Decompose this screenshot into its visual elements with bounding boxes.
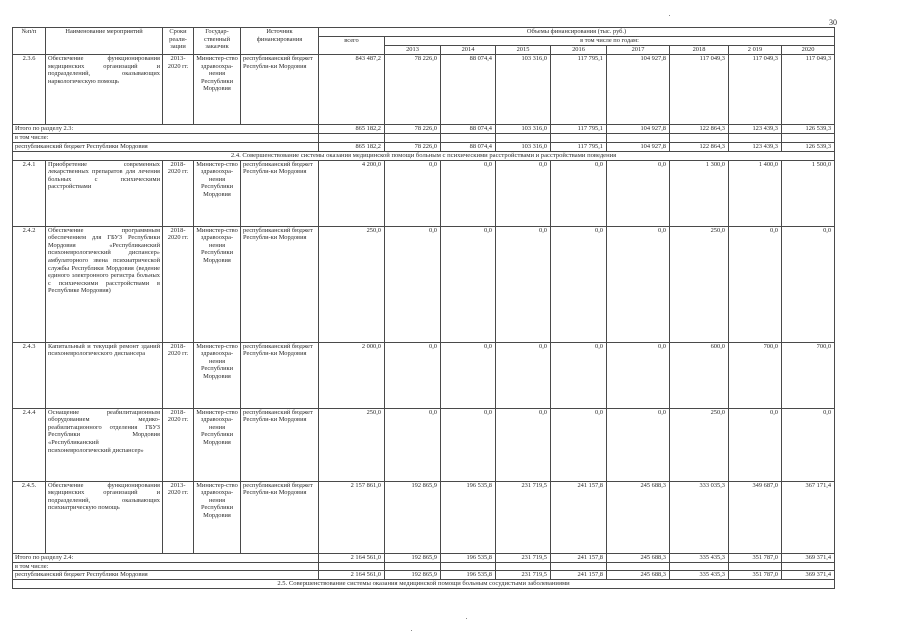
section-heading: 2.5. Совершенствование системы оказания медицинской помощи больным сосудистыми заболеваниями xyxy=(13,580,835,589)
empty-cell xyxy=(319,562,385,571)
empty-cell xyxy=(782,134,835,143)
row-total: 2 157 861,0 xyxy=(319,481,385,553)
header-year: 2013 xyxy=(385,46,441,55)
row-year-value: 0,0 xyxy=(441,160,496,226)
total-year-value: 369 371,4 xyxy=(782,571,835,580)
header-year: 2014 xyxy=(441,46,496,55)
row-year-value: 0,0 xyxy=(441,342,496,408)
row-name: Оснащение реабилитационным оборудованием медико-реабилитационного отделения ГБУЗ Республики Мордовия «Республиканский психоневрологический диспансер» xyxy=(46,408,163,481)
row-source: республиканский бюджет Республи-ки Мордовия xyxy=(241,226,319,342)
row-year-value: 700,0 xyxy=(729,342,782,408)
row-period: 2018-2020 гг. xyxy=(163,342,194,408)
total-row xyxy=(13,142,835,151)
row-year-value: 0,0 xyxy=(441,408,496,481)
scan-speck xyxy=(411,630,412,631)
row-year-value: 0,0 xyxy=(496,342,551,408)
total-sum: 2 164 561,0 xyxy=(319,571,385,580)
row-customer: Министер-ство здравоохра-нения Республики Мордовия xyxy=(194,342,241,408)
row-year-value: 0,0 xyxy=(496,226,551,342)
row-year-value: 1 500,0 xyxy=(782,160,835,226)
total-label: республиканский бюджет Республики Мордовия xyxy=(13,571,319,580)
total-year-value: 122 864,3 xyxy=(670,142,729,151)
row-year-value: 0,0 xyxy=(551,226,607,342)
row-year-value: 231 719,5 xyxy=(496,481,551,553)
table-row xyxy=(13,226,835,342)
header-name: Наименование мероприятий xyxy=(46,28,163,55)
row-year-value: 0,0 xyxy=(607,342,670,408)
row-total: 4 200,0 xyxy=(319,160,385,226)
total-year-value: 88 074,4 xyxy=(441,125,496,134)
empty-cell xyxy=(385,134,441,143)
row-year-value: 0,0 xyxy=(607,226,670,342)
row-name: Обеспечение функционирования медицинских организаций и подразделений, оказывающих психиатрическую помощь xyxy=(46,481,163,553)
total-year-value: 126 539,3 xyxy=(782,142,835,151)
row-year-value: 0,0 xyxy=(551,408,607,481)
total-year-value: 369 371,4 xyxy=(782,553,835,562)
total-year-value: 231 719,5 xyxy=(496,571,551,580)
total-year-value: 123 439,3 xyxy=(729,125,782,134)
total-row xyxy=(13,571,835,580)
subtotal-caption-row xyxy=(13,134,835,143)
row-period: 2018-2020 гг. xyxy=(163,160,194,226)
row-number: 2.4.4 xyxy=(13,408,46,481)
table-row xyxy=(13,160,835,226)
row-customer: Министер-ство здравоохра-нения Республики Мордовия xyxy=(194,481,241,553)
total-label: Итого по разделу 2.3: xyxy=(13,125,319,134)
empty-cell xyxy=(670,134,729,143)
row-year-value: 103 316,0 xyxy=(496,55,551,125)
header-year: 2017 xyxy=(607,46,670,55)
row-period: 2018-2020 гг. xyxy=(163,408,194,481)
row-year-value: 0,0 xyxy=(385,342,441,408)
header-year: 2015 xyxy=(496,46,551,55)
row-name: Приобретение современных лекарственных препаратов для лечения больных с психическими расстройствами xyxy=(46,160,163,226)
row-year-value: 250,0 xyxy=(670,408,729,481)
row-year-value: 117 795,1 xyxy=(551,55,607,125)
page-number: 30 xyxy=(829,18,837,27)
row-year-value: 0,0 xyxy=(385,160,441,226)
empty-cell xyxy=(496,562,551,571)
row-year-value: 0,0 xyxy=(496,160,551,226)
row-year-value: 117 049,3 xyxy=(670,55,729,125)
total-year-value: 78 226,0 xyxy=(385,142,441,151)
total-year-value: 351 787,0 xyxy=(729,571,782,580)
total-year-value: 122 864,3 xyxy=(670,125,729,134)
empty-cell xyxy=(551,134,607,143)
row-year-value: 0,0 xyxy=(729,226,782,342)
row-year-value: 1 400,0 xyxy=(729,160,782,226)
empty-cell xyxy=(319,134,385,143)
row-year-value: 88 074,4 xyxy=(441,55,496,125)
empty-cell xyxy=(385,562,441,571)
row-year-value: 192 865,9 xyxy=(385,481,441,553)
header-volumes: Объемы финансирования (тыс. руб.) xyxy=(319,28,835,37)
section-heading-row xyxy=(13,151,835,160)
header-by-years: в том числе по годам: xyxy=(385,37,835,46)
section-heading-row xyxy=(13,580,835,589)
row-year-value: 196 535,8 xyxy=(441,481,496,553)
total-year-value: 196 535,8 xyxy=(441,553,496,562)
header-total: всего xyxy=(319,37,385,55)
row-period: 2018-2020 гг. xyxy=(163,226,194,342)
header-year: 2018 xyxy=(670,46,729,55)
table-row xyxy=(13,481,835,553)
total-year-value: 103 316,0 xyxy=(496,125,551,134)
row-name: Капитальный и текущий ремонт зданий психоневрологического диспансера xyxy=(46,342,163,408)
subtotal-caption: в том числе: xyxy=(13,562,319,571)
row-year-value: 1 300,0 xyxy=(670,160,729,226)
row-year-value: 0,0 xyxy=(782,408,835,481)
empty-cell xyxy=(729,134,782,143)
scan-speck xyxy=(466,618,467,619)
total-year-value: 192 865,9 xyxy=(385,553,441,562)
total-year-value: 196 535,8 xyxy=(441,571,496,580)
row-year-value: 0,0 xyxy=(385,226,441,342)
row-source: республиканский бюджет Республи-ки Мордовия xyxy=(241,342,319,408)
row-year-value: 0,0 xyxy=(729,408,782,481)
row-source: республиканский бюджет Республи-ки Мордовия xyxy=(241,160,319,226)
row-year-value: 0,0 xyxy=(607,160,670,226)
empty-cell xyxy=(441,562,496,571)
total-year-value: 117 795,1 xyxy=(551,142,607,151)
row-year-value: 117 049,3 xyxy=(729,55,782,125)
empty-cell xyxy=(670,562,729,571)
empty-cell xyxy=(496,134,551,143)
row-year-value: 0,0 xyxy=(607,408,670,481)
table-row xyxy=(13,408,835,481)
total-sum: 865 182,2 xyxy=(319,142,385,151)
row-year-value: 250,0 xyxy=(670,226,729,342)
total-year-value: 335 435,3 xyxy=(670,571,729,580)
total-year-value: 103 316,0 xyxy=(496,142,551,151)
row-number: 2.4.5. xyxy=(13,481,46,553)
empty-cell xyxy=(551,562,607,571)
row-total: 250,0 xyxy=(319,226,385,342)
total-year-value: 123 439,3 xyxy=(729,142,782,151)
row-year-value: 600,0 xyxy=(670,342,729,408)
total-sum: 2 164 561,0 xyxy=(319,553,385,562)
row-customer: Министер-ство здравоохра-нения Республики Мордовия xyxy=(194,55,241,125)
table-row xyxy=(13,342,835,408)
total-row xyxy=(13,125,835,134)
header-customer: Государ-ственный заказчик xyxy=(194,28,241,55)
header-year: 2020 xyxy=(782,46,835,55)
row-year-value: 0,0 xyxy=(441,226,496,342)
row-year-value: 117 049,3 xyxy=(782,55,835,125)
total-sum: 865 182,2 xyxy=(319,125,385,134)
total-year-value: 104 927,8 xyxy=(607,125,670,134)
row-number: 2.4.2 xyxy=(13,226,46,342)
row-year-value: 700,0 xyxy=(782,342,835,408)
total-year-value: 88 074,4 xyxy=(441,142,496,151)
header-source: Источник финансирования xyxy=(241,28,319,55)
row-year-value: 78 226,0 xyxy=(385,55,441,125)
row-number: 2.4.3 xyxy=(13,342,46,408)
row-period: 2013-2020 гг. xyxy=(163,481,194,553)
header-period: Сроки реали-зации xyxy=(163,28,194,55)
total-label: Итого по разделу 2.4: xyxy=(13,553,319,562)
row-total: 843 487,2 xyxy=(319,55,385,125)
row-year-value: 245 688,3 xyxy=(607,481,670,553)
total-year-value: 351 787,0 xyxy=(729,553,782,562)
row-year-value: 333 035,3 xyxy=(670,481,729,553)
row-year-value: 349 687,0 xyxy=(729,481,782,553)
row-customer: Министер-ство здравоохра-нения Республики Мордовия xyxy=(194,160,241,226)
section-heading: 2.4. Совершенствование системы оказания медицинской помощи больным с психическими расстройствами и расстройствами поведения xyxy=(13,151,835,160)
total-year-value: 117 795,1 xyxy=(551,125,607,134)
row-source: республиканский бюджет Республи-ки Мордовия xyxy=(241,408,319,481)
total-year-value: 104 927,8 xyxy=(607,142,670,151)
row-total: 2 000,0 xyxy=(319,342,385,408)
row-period: 2013-2020 гг. xyxy=(163,55,194,125)
empty-cell xyxy=(607,134,670,143)
empty-cell xyxy=(441,134,496,143)
empty-cell xyxy=(607,562,670,571)
row-source: республиканский бюджет Республи-ки Мордовия xyxy=(241,55,319,125)
table-row xyxy=(13,55,835,125)
total-year-value: 192 865,9 xyxy=(385,571,441,580)
empty-cell xyxy=(782,562,835,571)
financing-table xyxy=(12,27,835,589)
row-total: 250,0 xyxy=(319,408,385,481)
total-year-value: 231 719,5 xyxy=(496,553,551,562)
row-year-value: 0,0 xyxy=(782,226,835,342)
total-year-value: 245 688,3 xyxy=(607,571,670,580)
row-number: 2.4.1 xyxy=(13,160,46,226)
total-year-value: 241 157,8 xyxy=(551,553,607,562)
table-header xyxy=(13,28,835,55)
empty-cell xyxy=(729,562,782,571)
total-row xyxy=(13,553,835,562)
total-year-value: 245 688,3 xyxy=(607,553,670,562)
row-year-value: 241 157,8 xyxy=(551,481,607,553)
row-year-value: 0,0 xyxy=(551,342,607,408)
row-name: Обеспечение программным обеспечением для ГБУЗ Республики Мордовия «Республиканский психоневрологический диспансер» амбулаторного звена психиатрической службы Республики Мордовия (ведение единого электронного регистра больных с психическими расстройствами в Республике Мордовия) xyxy=(46,226,163,342)
row-year-value: 0,0 xyxy=(385,408,441,481)
total-year-value: 78 226,0 xyxy=(385,125,441,134)
subtotal-caption-row xyxy=(13,562,835,571)
row-year-value: 0,0 xyxy=(496,408,551,481)
row-year-value: 367 171,4 xyxy=(782,481,835,553)
table-body xyxy=(13,55,835,589)
row-number: 2.3.6 xyxy=(13,55,46,125)
total-year-value: 241 157,8 xyxy=(551,571,607,580)
header-year: 2 019 xyxy=(729,46,782,55)
header-year: 2016 xyxy=(551,46,607,55)
scan-speck xyxy=(669,15,670,16)
row-year-value: 0,0 xyxy=(551,160,607,226)
header-num: №п/п xyxy=(13,28,46,55)
row-customer: Министер-ство здравоохра-нения Республики Мордовия xyxy=(194,226,241,342)
total-year-value: 335 435,3 xyxy=(670,553,729,562)
subtotal-caption: в том числе: xyxy=(13,134,319,143)
row-source: республиканский бюджет Республи-ки Мордовия xyxy=(241,481,319,553)
row-name: Обеспечение функционирования медицинских организаций и подразделений, оказывающих наркологическую помощь xyxy=(46,55,163,125)
total-label: республиканский бюджет Республики Мордовия xyxy=(13,142,319,151)
row-customer: Министер-ство здравоохра-нения Республики Мордовия xyxy=(194,408,241,481)
total-year-value: 126 539,3 xyxy=(782,125,835,134)
row-year-value: 104 927,8 xyxy=(607,55,670,125)
